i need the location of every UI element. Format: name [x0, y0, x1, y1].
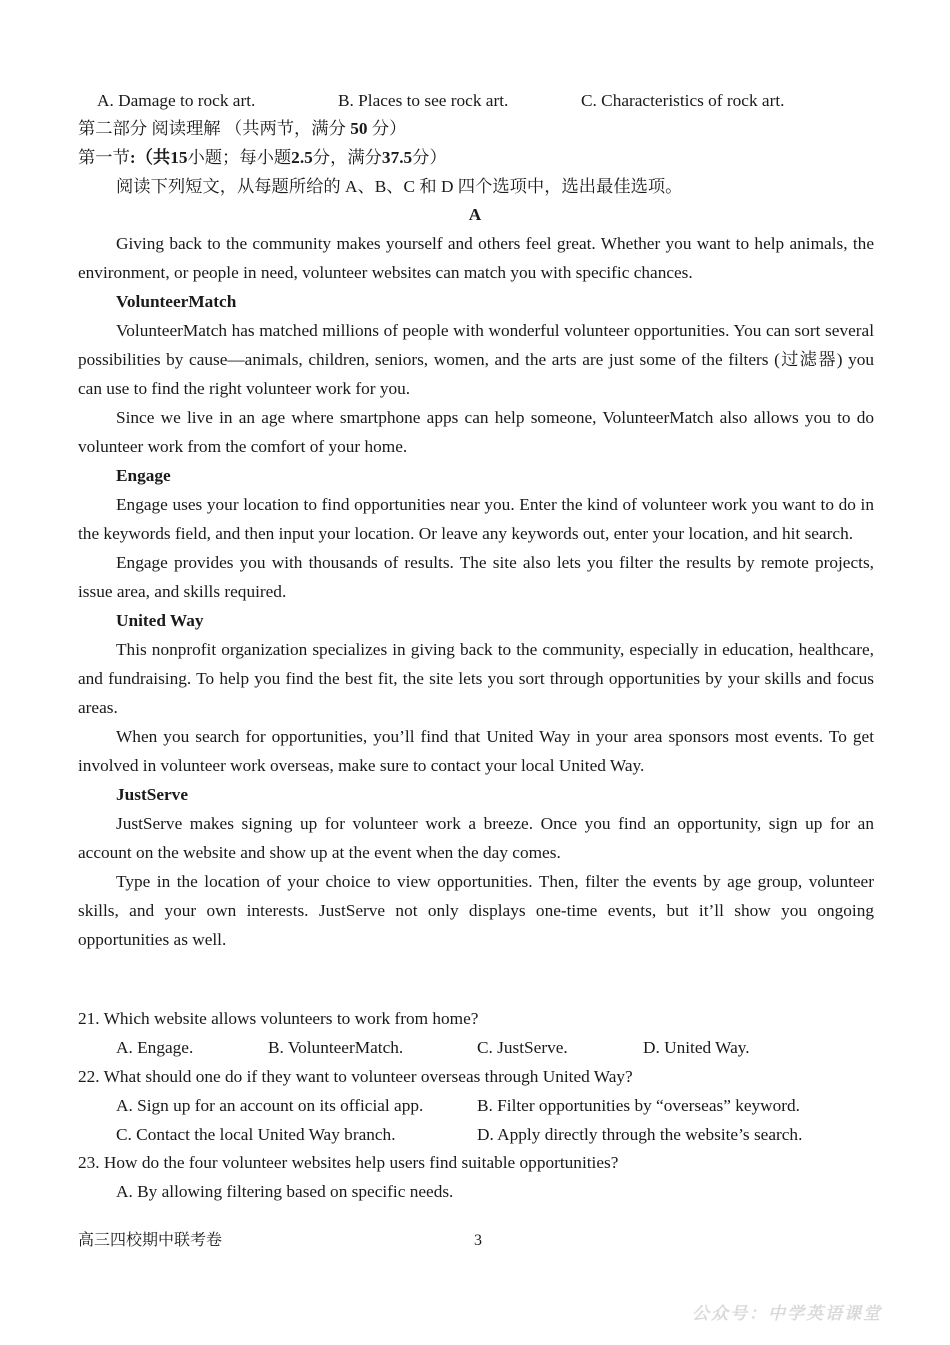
q21-option-b: B. VolunteerMatch.: [268, 1038, 404, 1057]
engage-p1: Engage uses your location to find opportunities near you. Enter the kind of volunteer work you want to do in the keywords field, and then input your location. Or leave any keywords out, enter your location, and hit search.: [78, 495, 874, 543]
part2-score: 50: [350, 119, 368, 138]
footer-page-number: 3: [474, 1232, 482, 1249]
q22-stem: 22. What should one do if they want to volunteer overseas through United Way?: [78, 1067, 633, 1086]
volunteermatch-p2: Since we live in an age where smartphone apps can help someone, VolunteerMatch also allows you to do volunteer work from the comfort of your home.: [78, 408, 874, 456]
q21-option-a: A. Engage.: [116, 1038, 194, 1057]
part2-title: 第二部分 阅读理解 （共两节，满分: [78, 119, 346, 138]
prev-option-c: C. Characteristics of rock art.: [581, 91, 785, 110]
q23-option-a: A. By allowing filtering based on specific needs.: [116, 1182, 454, 1201]
unitedway-p2: When you search for opportunities, you’ll find that United Way in your area sponsors most events. To get involved in volunteer work overseas, make sure to contact your local United Way.: [78, 727, 874, 775]
volunteermatch-title: VolunteerMatch: [116, 292, 237, 311]
q23-stem: 23. How do the four volunteer websites help users find suitable opportunities?: [78, 1153, 619, 1172]
q21-stem: 21. Which website allows volunteers to work from home?: [78, 1009, 479, 1028]
section1-b: 小题；每小题: [187, 148, 292, 167]
unitedway-p1: This nonprofit organization specializes in giving back to the community, especially in education, healthcare, and fundraising. To help you find the best fit, the site lets you sort through opportunities by your skills and focus areas.: [78, 640, 874, 717]
volunteermatch-p1: VolunteerMatch has matched millions of people with wonderful volunteer opportunities. You can sort several possibilities by cause—animals, children, seniors, women, and the arts are just some of the filters (过滤器) you can use to find the right volunteer work for you.: [78, 321, 874, 398]
watermark: 公众号：中学英语课堂: [692, 1304, 882, 1324]
part2-suffix: 分）: [371, 119, 407, 138]
q21-option-d: D. United Way.: [643, 1038, 750, 1057]
justserve-title: JustServe: [116, 785, 188, 804]
justserve-p2: Type in the location of your choice to view opportunities. Then, filter the events by age group, volunteer skills, and your own interests. JustServe not only displays one-time events, but it’ll show you ongoing opportunities as well.: [78, 872, 874, 949]
section1-a: :（共: [129, 148, 171, 167]
q22-option-d: D. Apply directly through the website’s search.: [477, 1125, 803, 1144]
passage-intro: Giving back to the community makes yourself and others feel great. Whether you want to help animals, the environment, or people in need, volunteer websites can match you with specific chances.: [78, 234, 874, 282]
q22-option-c: C. Contact the local United Way branch.: [116, 1125, 396, 1144]
section1-each: 2.5: [291, 148, 313, 167]
q22-option-a: A. Sign up for an account on its official app.: [116, 1096, 424, 1115]
section1-prefix: 第一节: [78, 148, 130, 167]
prev-option-a: A. Damage to rock art.: [97, 91, 256, 110]
unitedway-title: United Way: [116, 611, 204, 630]
section1-count: 15: [170, 148, 188, 167]
instruction: 阅读下列短文，从每题所给的 A、B、C 和 D 四个选项中，选出最佳选项。: [116, 177, 683, 196]
part2-heading: [78, 114, 406, 143]
passage-label: A: [468, 205, 482, 224]
q21-option-c: C. JustServe.: [477, 1038, 568, 1057]
justserve-p1: JustServe makes signing up for volunteer work a breeze. Once you find an opportunity, sign up for an account on the website and show up at the event when the day comes.: [78, 814, 874, 862]
q22-option-b: B. Filter opportunities by “overseas” keyword.: [477, 1096, 800, 1115]
prev-option-b: B. Places to see rock art.: [338, 91, 509, 110]
engage-title: Engage: [116, 466, 171, 485]
engage-p2: Engage provides you with thousands of results. The site also lets you filter the results by remote projects, issue area, and skills required.: [78, 553, 874, 601]
section1-total: 37.5: [381, 148, 413, 167]
section1-heading: [78, 143, 447, 172]
section1-c: 分，满分: [312, 148, 382, 167]
footer-exam-name: 高三四校期中联考卷: [78, 1232, 223, 1249]
passage-body: [78, 229, 874, 954]
section1-d: 分）: [412, 148, 447, 167]
